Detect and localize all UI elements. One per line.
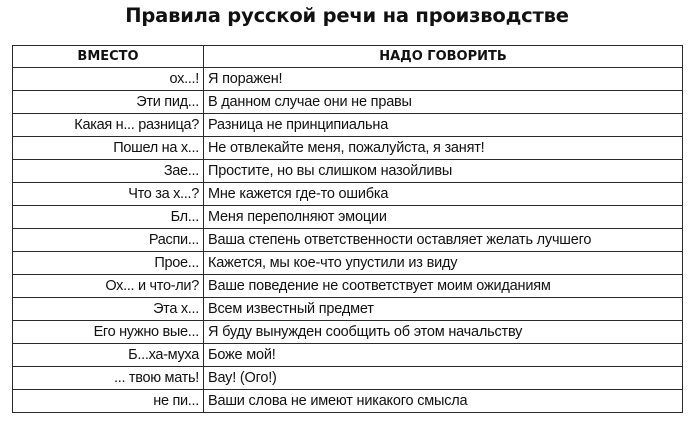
say-cell: Простите, но вы слишком назойливы [204, 160, 683, 183]
table-row [13, 275, 683, 298]
say-cell: Я поражен! [204, 68, 683, 91]
column-header-say: НАДО ГОВОРИТЬ [204, 46, 683, 68]
say-cell: Ваше поведение не соответствует моим ожиданиям [204, 275, 683, 298]
say-cell: Не отвлекайте меня, пожалуйста, я занят! [204, 137, 683, 160]
instead-cell: Что за х...? [13, 183, 204, 206]
say-cell: Мне кажется где-то ошибка [204, 183, 683, 206]
instead-cell: Какая н... разница? [13, 114, 204, 137]
instead-cell: Зае... [13, 160, 204, 183]
say-cell: Кажется, мы кое-что упустили из виду [204, 252, 683, 275]
say-cell: Ваши слова не имеют никакого смысла [204, 390, 683, 413]
say-cell: Всем известный предмет [204, 298, 683, 321]
table-row [13, 390, 683, 413]
instead-cell: Прое... [13, 252, 204, 275]
instead-cell: Пошел на х... [13, 137, 204, 160]
table-row [13, 206, 683, 229]
table-header-row [13, 46, 683, 68]
table-row [13, 183, 683, 206]
say-cell: Вау! (Ого!) [204, 367, 683, 390]
say-cell: Меня переполняют эмоции [204, 206, 683, 229]
instead-cell: Б...ха-муха [13, 344, 204, 367]
instead-cell: не пи... [13, 390, 204, 413]
table-row [13, 229, 683, 252]
page-title: Правила русской речи на производстве [125, 4, 569, 27]
table-row [13, 367, 683, 390]
say-cell: Разница не принципиальна [204, 114, 683, 137]
say-cell: В данном случае они не правы [204, 91, 683, 114]
table-row [13, 321, 683, 344]
table-row [13, 137, 683, 160]
instead-cell: Бл... [13, 206, 204, 229]
say-cell: Ваша степень ответственности оставляет желать лучшего [204, 229, 683, 252]
instead-cell: Эти пид... [13, 91, 204, 114]
table-row [13, 298, 683, 321]
table-row [13, 344, 683, 367]
instead-cell: ... твою мать! [13, 367, 204, 390]
instead-cell: Распи... [13, 229, 204, 252]
instead-cell: Ох... и что-ли? [13, 275, 204, 298]
instead-cell: Его нужно вые... [13, 321, 204, 344]
table-row [13, 68, 683, 91]
instead-cell: ох...! [13, 68, 204, 91]
column-header-instead: ВМЕСТО [13, 46, 204, 68]
instead-cell: Эта х... [13, 298, 204, 321]
say-cell: Я буду вынужден сообщить об этом начальству [204, 321, 683, 344]
table-row [13, 160, 683, 183]
table-row [13, 91, 683, 114]
phrase-table [12, 45, 683, 413]
say-cell: Боже мой! [204, 344, 683, 367]
table-row [13, 114, 683, 137]
table-row [13, 252, 683, 275]
